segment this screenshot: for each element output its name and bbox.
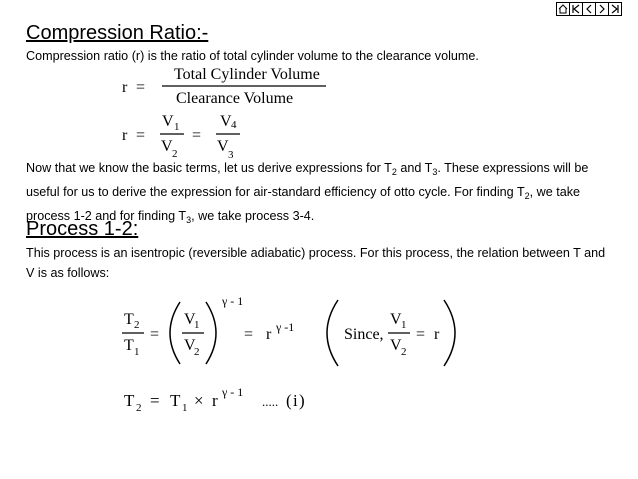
eq4-t2: T (124, 391, 135, 410)
eq2-v-top-2: V (220, 113, 232, 130)
para-text-b: and T (396, 161, 433, 175)
para-text-e: , we take process 3-4. (191, 209, 315, 223)
eq1-numerator: Total Cylinder Volume (174, 66, 320, 83)
compression-ratio-heading: Compression Ratio:- (26, 22, 209, 44)
eq3-v-sub1: 1 (194, 319, 200, 331)
eq3-t-sub1: 1 (134, 346, 140, 358)
eq4-times: × (194, 391, 204, 410)
eq3-t-sub2: 2 (134, 319, 140, 331)
eq4-tag: i (293, 391, 298, 410)
eq3-v-sub2: 2 (194, 346, 200, 358)
para-text-a: Now that we know the basic terms, let us derive expressions for T (26, 161, 392, 175)
eq4-sub1: 1 (182, 402, 188, 414)
eq2-equals-2: = (192, 127, 202, 144)
eq3-paren-right (206, 302, 216, 364)
eq3-since-paren-right (444, 300, 455, 366)
eq4-tag-close: ) (299, 391, 305, 410)
process-1-2-heading: Process 1-2: (26, 218, 139, 240)
eq2-equals-1: = (136, 127, 146, 144)
eq4-r: r (212, 391, 218, 410)
eq1-equals: = (136, 79, 146, 96)
eq3-equals-2: = (244, 326, 254, 343)
eq4-sub2: 2 (136, 402, 142, 414)
eq3-t-top: T (124, 311, 134, 328)
eq3-r-exponent: γ -1 (276, 320, 295, 334)
eq3-since-sub1: 1 (401, 319, 407, 331)
eq4-dots: ..... (262, 394, 279, 409)
eq1-denominator: Clearance Volume (176, 90, 294, 107)
eq4-t1: T (170, 391, 181, 410)
eq3-r: r (266, 326, 272, 343)
equation-temperature-volume-relation (122, 294, 455, 366)
eq2-v-top-1: V (162, 113, 174, 130)
compression-ratio-definition: Compression ratio (r) is the ratio of total cylinder volume to the clearance volume. (26, 49, 479, 63)
eq3-since-equals: = (416, 326, 426, 343)
eq3-exponent: γ - 1 (222, 294, 244, 308)
para-sub-t3: 3 (432, 167, 438, 177)
eq2-sub2: 2 (172, 148, 178, 160)
para-sub-t2-b: 2 (524, 191, 530, 201)
eq1-lhs: r (122, 79, 128, 96)
equation-compression-ratio-v (122, 113, 240, 161)
eq2-sub3: 3 (228, 149, 234, 161)
eq3-paren-left (170, 302, 180, 364)
eq3-t-bottom: T (124, 337, 134, 354)
eq2-v-bottom-1: V (161, 138, 173, 155)
eq3-since-sub2: 2 (401, 346, 407, 358)
para-sub-t2: 2 (391, 167, 397, 177)
eq3-since: Since, (344, 326, 384, 343)
eq3-equals-1: = (150, 326, 160, 343)
eq2-lhs: r (122, 127, 128, 144)
eq2-sub4: 4 (231, 119, 237, 131)
para-text-c: . These expressions will be useful for us to derive the expression for air-standard efficiency of otto cycle. For finding T (26, 161, 589, 199)
eq3-v-bottom: V (184, 337, 196, 354)
eq3-since-v-top: V (390, 311, 402, 328)
eq4-tag-open: ( (286, 391, 292, 410)
eq2-v-bottom-2: V (217, 138, 229, 155)
para-sub-t3-b: 3 (186, 215, 192, 225)
eq4-equals: = (150, 391, 160, 410)
equation-compression-ratio-volumes (122, 66, 326, 107)
eq2-sub1: 1 (174, 121, 180, 133)
eq3-since-paren-left (327, 300, 338, 366)
process-1-2-paragraph: This process is an isentropic (reversible adiabatic) process. For this process, the relation between T and V is as follows: (26, 246, 606, 280)
equation-t2 (124, 385, 305, 414)
eq4-exponent: γ - 1 (222, 385, 244, 399)
para-text-d: , we take process 1-2 and for finding T (26, 185, 581, 223)
eq3-since-v-bottom: V (390, 337, 402, 354)
eq3-since-r: r (434, 326, 440, 343)
eq3-v-top: V (184, 311, 196, 328)
